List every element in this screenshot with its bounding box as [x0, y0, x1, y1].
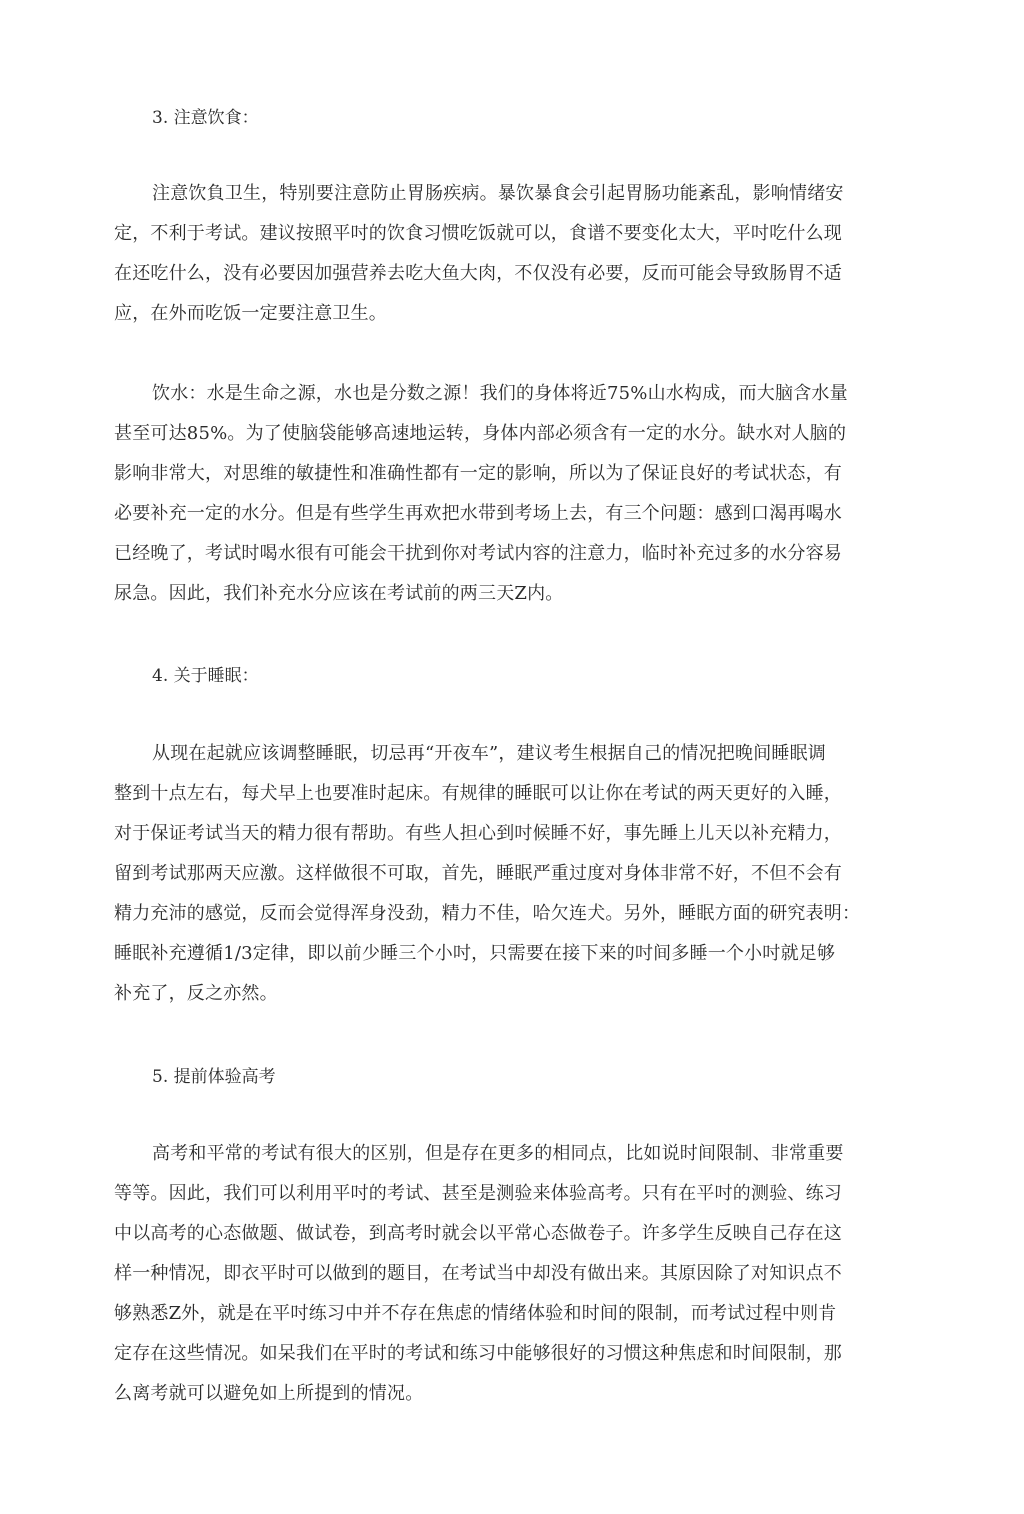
paragraph-text: 从现在起就应该调整睡眠，切忌再“开夜车”，建议考生根据自己的情况把晚间睡眠调 整到十点左右，每犬早上也要准时起床。有规律的睡眠可以让你在考试的两天更好的入睡， 对于保证考试当天的精力很有帮助。有些人担心到吋候睡不好，事先睡上儿天以补充精力， 留到考试那两天应激。这样做很不可取，首先，睡眠严重过度对身体非常不好，不但不会有 精力充沛的感觉，反而会觉得浑身没劲，精力不佳，哈欠连犬。另外，睡眠方面的研究表明： 睡眠补充遵循1/3定律，即以前少睡三个小吋，只需要在接下来的吋间多睡一个小吋就足够 补充了，反之亦然。	[114, 743, 861, 1004]
section-4-paragraph-sleep	[114, 734, 889, 1014]
section-3-paragraph-water	[114, 374, 889, 614]
section-5-heading: 5. 提前体验高考	[152, 1067, 276, 1087]
paragraph-text: 高考和平常的考试有很大的区别，但是存在更多的相同点，比如说时间限制、非常重要 等等。因此，我们可以利用平吋的考试、甚至是测验来体验高考。只有在平吋的测验、练习 中以高考的心态做题、做试卷，到高考时就会以平常心态做卷子。许多学生反映自己存在这 样一种情况，即衣平时可以做到的题目，在考试当中却没有做出来。其原因除了对知识点不 够熟悉Z外，就是在平吋练习中并不存在焦虑的情绪体验和时间的限制，而考试过程中则肯 定存在这些情况。如呆我们在平时的考试和练习中能够很好的习惯这种焦虑和时间限制，那 么离考就可以避免如上所提到的情况。	[114, 1143, 844, 1404]
paragraph-text: 饮水：水是生命之源，水也是分数之源！我们的身体将近75%山水构成，而大脑含水量 甚至可达85%。为了使脑袋能够高速地运转，身体内部必须含有一定的水分。缺水对人脑的 影响非常大，对思维的敏捷性和准确性都有一定的影响，所以为了保证良好的考试状态，有 必要补充一定的水分。但是有些学生再欢把水带到考场上去，有三个问题：感到口渴再喝水 已经晚了，考试时喝水很有可能会干扰到你对考试内容的注意力，临时补充过多的水分容易 尿急。因此，我们补充水分应该在考试前的两三天Z内。	[114, 383, 848, 604]
section-5-paragraph-exam-experience	[114, 1134, 889, 1414]
section-3-paragraph-diet	[114, 174, 889, 334]
paragraph-text: 注意饮負卫生，特别要注意防止胃肠疾病。暴饮暴食会引起胃肠功能紊乱，影响情绪安 定，不利于考试。建议按照平吋的饮食习惯吃饭就可以，食谱不要变化太大，平吋吃什么现 在还吃什么，没有必要因加强营养去吃大鱼大肉，不仅没有必要，反而可能会导致肠胃不适 应，在外而吃饭一定要注意卫生。	[114, 183, 844, 324]
section-3-heading: 3. 注意饮食：	[152, 108, 259, 128]
section-4-heading: 4. 关于睡眠：	[152, 666, 259, 686]
